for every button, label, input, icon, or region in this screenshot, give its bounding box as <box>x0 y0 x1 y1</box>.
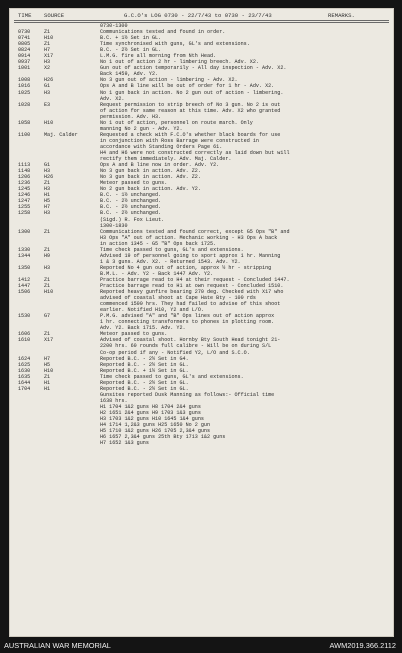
log-remarks: No 1 gun back in action. No 2 gun out of action - limbering. <box>100 89 284 96</box>
archive-credit: AUSTRALIAN WAR MEMORIAL <box>4 641 111 650</box>
log-source: H3 <box>44 89 51 96</box>
log-source: H10 <box>44 367 54 374</box>
log-time: 1300 <box>18 228 31 235</box>
log-remarks: in action 1345 - G5 "B" Ops back 1725. <box>100 240 217 247</box>
log-source: H1 <box>44 385 51 392</box>
log-time: 1630 <box>18 367 31 374</box>
log-remarks: H3 1703 1&2 guns H10 1645 1&4 guns <box>100 416 204 423</box>
log-source: H3 <box>44 210 51 217</box>
log-remarks: L.M.G. fire all morning from Nth Head. <box>100 53 217 60</box>
log-remarks: B.M.L. - Adv. Y2 - Back 1447 Adv. Y2. <box>100 270 214 277</box>
log-remarks: Time check passed to guns, GL's and extensions. <box>100 373 244 380</box>
log-time: 1113 <box>18 162 31 169</box>
log-remarks: rectify them immediately. Adv. Maj. Calder. <box>100 156 232 163</box>
log-source: H10 <box>44 289 54 296</box>
log-remarks: permission. Adv. H3. <box>100 113 162 120</box>
log-time: 1412 <box>18 276 31 283</box>
log-source: H7 <box>44 204 51 211</box>
log-time: 1447 <box>18 283 31 290</box>
log-remarks: Advised 19 of personnel going to sport approx 1 hr. Manning <box>100 252 281 259</box>
log-remarks: H6 1657 2,3&4 guns 25th Bty 1713 1&2 guns <box>100 434 226 441</box>
log-source: H3 <box>44 59 51 66</box>
log-remarks: B.C. - 2½ unchanged. <box>100 204 162 211</box>
log-time: 1610 <box>18 337 31 344</box>
log-remarks: 2200 hrs. 60 rounds full calibre - Will be on during S/L <box>100 343 272 350</box>
log-remarks: H4 1714 1,2&3 guns H25 1650 No 2 gun <box>100 422 211 429</box>
log-remarks: H5 1710 1&2 guns H26 1705 2,3&4 guns <box>100 428 211 435</box>
log-remarks: H4 and H6 were not constructed correctly as laid down but will <box>100 149 290 156</box>
log-remarks: 1300-1830 <box>100 222 128 229</box>
log-remarks: in conjunction with Ross Barrage were constructed in <box>100 137 259 144</box>
col-time-heading: TIME <box>18 12 32 19</box>
log-remarks: Reported B.C. - 2½ Set in GL. <box>100 385 189 392</box>
log-time: 0914 <box>18 53 31 60</box>
log-remarks: Practice barrage read to H4 at their request - Concluded 1447. <box>100 276 290 283</box>
log-source: E3 <box>44 101 51 108</box>
log-source: H7 <box>44 47 51 54</box>
log-time: 1008 <box>18 77 31 84</box>
log-time: 1625 <box>18 361 31 368</box>
log-source: H26 <box>44 174 54 181</box>
log-remarks: No 3 gun out of action - limbering - Adv. X2. <box>100 77 238 84</box>
log-time: 1148 <box>18 168 31 175</box>
log-source: Z1 <box>44 276 51 283</box>
log-remarks: 1 hr. connecting transformers to phones in plotting room. <box>100 319 275 326</box>
log-remarks: Reported B.C. - 2½ Set in G4. <box>100 355 189 362</box>
archive-caption <box>0 637 402 653</box>
log-remarks: manning No 2 gun - Adv. Y2. <box>100 125 183 132</box>
log-source: H10 <box>44 35 54 42</box>
log-remarks: No 1 out of action 2 hr - limbering breech. Adv. X2. <box>100 59 259 66</box>
log-remarks: Time check passed to guns, GL's and extensions. <box>100 246 244 253</box>
log-remarks: Practice barrage read to H1 at own request - Concluded 1510. <box>100 283 284 290</box>
log-remarks: of action for same reason at this time. Adv. X2 who granted <box>100 107 281 114</box>
log-time: 1100 <box>18 131 31 138</box>
log-remarks: Reported B.C. + 1½ Set in GL. <box>100 367 189 374</box>
log-source: H10 <box>44 119 54 126</box>
log-source: Z1 <box>44 246 51 253</box>
log-time: 1246 <box>18 192 31 199</box>
log-remarks: Meteor passed to guns. <box>100 180 168 187</box>
log-time: 1330 <box>18 246 31 253</box>
log-time: 0824 <box>18 47 31 54</box>
header-rule <box>14 20 389 21</box>
col-remarks-heading: REMARKS. <box>328 12 355 19</box>
log-remarks: B.C. + 1½ Set in GL. <box>100 35 162 42</box>
log-source: H9 <box>44 252 51 259</box>
log-remarks: earlier. Notified H10, Y2 and L/O. <box>100 307 204 314</box>
log-time: 1247 <box>18 198 31 205</box>
log-time: 1025 <box>18 89 31 96</box>
log-remarks: 1 & 3 guns. Adv. X2. - Returned 1543. Adv. Y2. <box>100 258 241 265</box>
log-time: 1245 <box>18 186 31 193</box>
log-time: 1350 <box>18 264 31 271</box>
log-remarks: Reported B.C. - 2½ Set in GL. <box>100 379 189 386</box>
log-remarks: accordance with Standing Orders Page 61. <box>100 143 223 150</box>
log-source: H7 <box>44 355 51 362</box>
log-time: 1606 <box>18 331 31 338</box>
log-remarks: Ops A and B line now in order. Adv. Y2. <box>100 162 220 169</box>
log-time: 1058 <box>18 119 31 126</box>
log-time: 0741 <box>18 35 31 42</box>
log-time: 1258 <box>18 210 31 217</box>
archive-reference: AWM2019.366.2112 <box>329 641 396 650</box>
log-remarks: B.C. - 2½ unchanged. <box>100 210 162 217</box>
log-remarks: advised of coastal shoot at Cape Hate Bty - 100 rds <box>100 295 256 302</box>
log-remarks: H7 1652 1&3 guns <box>100 440 149 447</box>
log-remarks: No 1 out of action, personnel on route march. Only <box>100 119 253 126</box>
log-remarks: Co-op period if any - Notified Y2, L/O and S.C.O. <box>100 349 250 356</box>
log-row <box>10 440 393 446</box>
log-remarks: H3 Ops "A" out of action. Mechanic working - H3 Ops A back <box>100 234 278 241</box>
log-remarks: Adv. X2. <box>100 95 125 102</box>
log-sheet <box>9 8 394 637</box>
log-source: Z1 <box>44 228 51 235</box>
col-source-heading: SOURCE <box>44 12 65 19</box>
log-remarks: 1638 hrs. <box>100 397 128 404</box>
log-time: 1344 <box>18 252 31 259</box>
log-source: H3 <box>44 264 51 271</box>
log-time: 1236 <box>18 180 31 187</box>
log-time: 1635 <box>18 373 31 380</box>
log-remarks: Communications tested and found correct, except G5 Ops "B" and <box>100 228 290 235</box>
log-source: H1 <box>44 192 51 199</box>
log-entries <box>10 23 393 446</box>
log-time: 1206 <box>18 174 31 181</box>
log-remarks: Reported B.C. - 2½ Set in GL. <box>100 361 189 368</box>
log-time: 1530 <box>18 313 31 320</box>
log-time: 1028 <box>18 101 31 108</box>
log-time: 1255 <box>18 204 31 211</box>
log-remarks: commenced 1500 hrs. They had failed to advise of this shoot <box>100 301 281 308</box>
log-time: 0730 <box>18 29 31 36</box>
log-remarks: B.C. - 2½ unchanged. <box>100 198 162 205</box>
log-remarks: No 3 gun back in action. Adv. Z2. <box>100 168 201 175</box>
log-remarks: B.C. - 2½ Set in GL. <box>100 47 162 54</box>
log-source: H1 <box>44 379 51 386</box>
log-remarks: Ops A and B line will be out of order for 1 hr - Adv. X2. <box>100 83 275 90</box>
log-source: Z1 <box>44 180 51 187</box>
log-time: 1001 <box>18 65 31 72</box>
log-source: H3 <box>44 168 51 175</box>
log-remarks: B.C. - 1½ unchanged. <box>100 192 162 199</box>
log-remarks: (Sigd.) R. Fox Lieut. <box>100 216 165 223</box>
log-source: H5 <box>44 361 51 368</box>
log-time: 0937 <box>18 59 31 66</box>
log-source: G1 <box>44 162 51 169</box>
log-source: H3 <box>44 186 51 193</box>
log-remarks: Communications tested and found in order. <box>100 29 226 36</box>
log-remarks: Reported heavy gunfire bearing 270 deg. Checked with X17 who <box>100 289 284 296</box>
log-time: 1624 <box>18 355 31 362</box>
log-title: G.C.O's LOG 0730 - 22/7/43 to 0730 - 23/7/43 <box>124 12 272 19</box>
log-source: G7 <box>44 313 51 320</box>
log-remarks: Advised of coastal shoot. Hornby Bty South Head tonight 21- <box>100 337 281 344</box>
log-source: Z1 <box>44 373 51 380</box>
log-source: X17 <box>44 337 54 344</box>
log-header <box>10 9 393 20</box>
log-remarks: H2 1651 2&4 guns H9 1703 1&3 guns <box>100 410 201 416</box>
log-source: Z1 <box>44 41 51 48</box>
log-remarks: Back 1459, Adv. Y2. <box>100 71 159 78</box>
log-source: Z1 <box>44 29 51 36</box>
log-time: 1704 <box>18 385 31 392</box>
log-remarks: 0730-1300 <box>100 23 128 29</box>
log-source: X17 <box>44 53 54 60</box>
log-remarks: P.M.G. advised "A" and "B" Ops lines out of action approx <box>100 313 275 320</box>
log-remarks: Adv. Y2. Back 1715. Adv. Y2. <box>100 325 186 332</box>
log-remarks: Reported No 4 gun out of action, approx ½ hr - stripping <box>100 264 272 271</box>
log-source: G1 <box>44 83 51 90</box>
log-remarks: Time synchronised with guns, GL's and extensions. <box>100 41 250 48</box>
log-source: H5 <box>44 198 51 205</box>
log-remarks: Meteor passed to guns. <box>100 331 168 338</box>
log-source: X2 <box>44 65 51 72</box>
log-remarks: H1 1704 1&2 guns H8 1704 2&4 guns <box>100 403 201 410</box>
log-time: 0805 <box>18 41 31 48</box>
log-time: 1016 <box>18 83 31 90</box>
log-source: Maj. Calder <box>44 131 78 138</box>
log-remarks: Gun out of action temporarily - All day inspection - Adv. X2. <box>100 65 287 72</box>
log-remarks: Gunsites reported Dusk Manning as follows:- Official time <box>100 391 275 398</box>
log-remarks: Request permission to strip breech of No 3 gun. No 2 is out <box>100 101 281 108</box>
log-remarks: No 3 gun back in action. Adv. Z2. <box>100 174 201 181</box>
log-source: Z1 <box>44 283 51 290</box>
log-time: 1506 <box>18 289 31 296</box>
log-source: Z1 <box>44 331 51 338</box>
log-time: 1644 <box>18 379 31 386</box>
log-remarks: Requested a check with F.C.O's whether black boards for use <box>100 131 281 138</box>
log-remarks: No 2 gun back in action. Adv. Y2. <box>100 186 201 193</box>
log-source: H26 <box>44 77 54 84</box>
